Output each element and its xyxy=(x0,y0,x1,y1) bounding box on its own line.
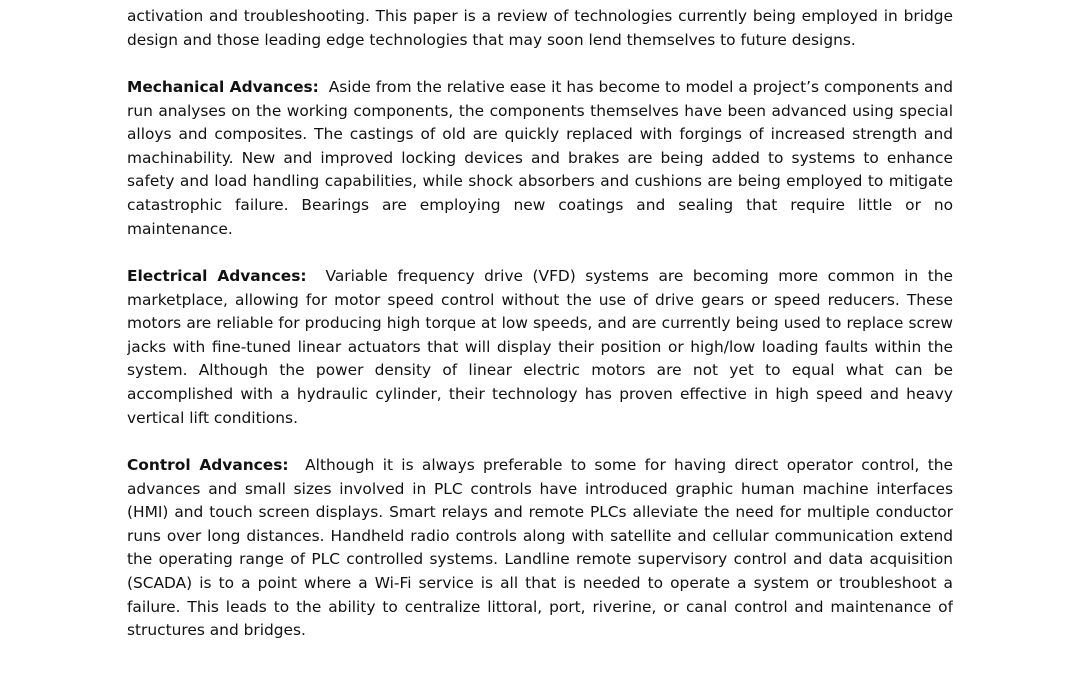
section-body: Aside from the relative ease it has become to model a project’s components and run analyses on the working components, the components themselves have been advanced using special alloys and composites. The castings of old are quickly replaced with forgings of increased strength and machinability. New and improved locking devices and brakes are being added to systems to enhance safety and load handling capabilities, while shock absorbers and cushions are being employed to mitigate catastrophic failure. Bearings are employing new coatings and sealing that require little or no maintenance. xyxy=(127,78,953,238)
document-page xyxy=(127,0,953,675)
intro-paragraph xyxy=(127,5,953,52)
section-heading: Mechanical Advances: xyxy=(127,78,319,96)
intro-text: activation and troubleshooting. This paper is a review of technologies currently being employed in bridge design and those leading edge technologies that may soon lend themselves to future designs. xyxy=(127,7,953,49)
section-heading: Control Advances: xyxy=(127,456,289,474)
section-mechanical xyxy=(127,76,953,241)
section-body: Variable frequency drive (VFD) systems are becoming more common in the marketplace, allowing for motor speed control without the use of drive gears or speed reducers. These motors are reliable for producing high torque at low speeds, and are currently being used to replace screw jacks with fine-tuned linear actuators that will display their position or high/low loading faults within the system. Although the power density of linear electric motors are not yet to equal what can be accomplished with a hydraulic cylinder, their technology has proven effective in high speed and heavy vertical lift conditions. xyxy=(127,267,953,427)
section-electrical xyxy=(127,265,953,430)
section-body: Although it is always preferable to some for having direct operator control, the advances and small sizes involved in PLC controls have introduced graphic human machine interfaces (HMI) and touch screen displays. Smart relays and remote PLCs alleviate the need for multiple conductor runs over long distances. Handheld radio controls along with satellite and cellular communication extend the operating range of PLC controlled systems. Landline remote supervisory control and data acquisition (SCADA) is to a point where a Wi-Fi service is all that is needed to operate a system or troubleshoot a failure. This leads to the ability to centralize littoral, port, riverine, or canal control and maintenance of structures and bridges. xyxy=(127,456,953,640)
section-control xyxy=(127,454,953,643)
section-heading: Electrical Advances: xyxy=(127,267,307,285)
